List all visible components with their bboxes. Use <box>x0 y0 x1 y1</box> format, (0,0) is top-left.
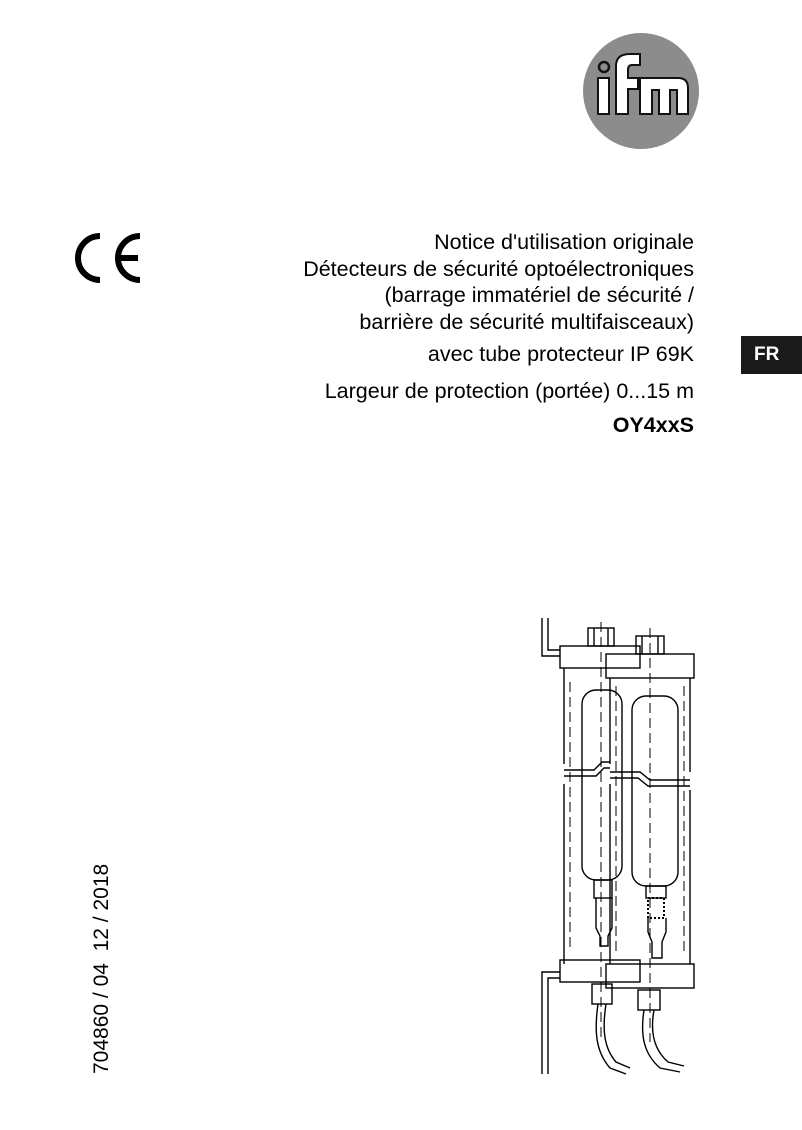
language-tab-fr: FR <box>741 336 802 374</box>
product-drawing <box>530 612 710 1080</box>
document-title-block <box>303 229 694 439</box>
title-line-1: Notice d'utilisation originale <box>434 230 694 254</box>
document-number: 704860 / 04 12 / 2018 <box>90 863 113 1074</box>
title-line-2: Détecteurs de sécurité optoélectroniques <box>303 256 694 281</box>
model-number: OY4xxS <box>612 413 694 437</box>
ce-mark <box>68 232 144 284</box>
ifm-logo <box>582 32 700 150</box>
title-line-6: Largeur de protection (portée) 0...15 m <box>324 378 694 403</box>
title-line-5: avec tube protecteur IP 69K <box>427 342 694 366</box>
title-line-3: (barrage immatériel de sécurité / <box>384 283 694 307</box>
title-line-4: barrière de sécurité multifaisceaux) <box>359 309 694 334</box>
